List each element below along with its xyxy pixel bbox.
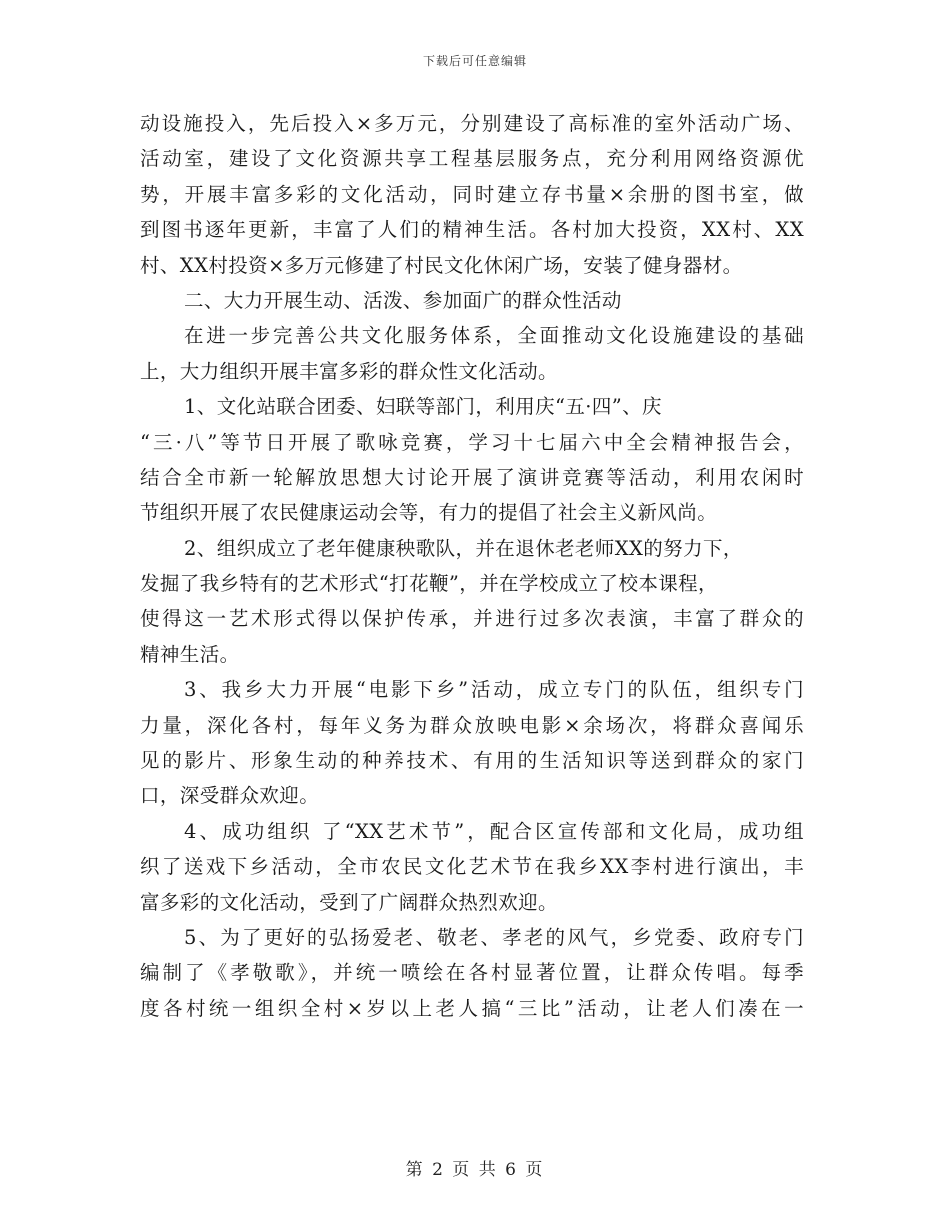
text-line: 5、为了更好的弘扬爱老、敬老、孝老的风气，乡党委、政府专门: [184, 925, 804, 949]
text-line: 上，大力组织开展丰富多彩的群众性文化活动。: [140, 359, 558, 383]
text-line: 到图书逐年更新，丰富了人们的精神生活。各村加大投资，XX村、XX: [140, 218, 804, 242]
text-line: 富多彩的文化活动，受到了广阔群众热烈欢迎。: [140, 890, 558, 914]
text-line: 势，开展丰富多彩的文化活动，同时建立存书量×余册的图书室，做: [140, 182, 804, 206]
text-line: 二、大力开展生动、活泼、参加面广的群众性活动: [184, 288, 622, 312]
text-line: 2、组织成立了老年健康秧歌队，并在退休老老师XX的努力下，: [184, 536, 743, 560]
text-line: 度各村统一组织全村×岁以上老人搞“三比”活动，让老人们凑在一: [140, 996, 804, 1020]
body-text: [140, 106, 804, 1026]
text-line: 口，深受群众欢迎。: [140, 784, 320, 808]
text-line: 4、成功组织 了“XX艺术节”，配合区宣传部和文化局，成功组: [184, 819, 804, 843]
page-footer: 第 2 页 共 6 页: [405, 1160, 545, 1180]
text-line: “三·八”等节日开展了歌咏竞赛，学习十七届六中全会精神报告会，: [140, 430, 804, 454]
text-line: 3、我乡大力开展“电影下乡”活动，成立专门的队伍，组织专门: [184, 678, 804, 702]
text-line: 村、XX村投资×多万元修建了村民文化休闲广场，安装了健身器材。: [140, 253, 743, 277]
text-line: 见的影片、形象生动的种养技术、有用的生活知识等送到群众的家门: [140, 749, 804, 773]
text-line: 编制了《孝敬歌》，并统一喷绘在各村显著位置，让群众传唱。每季: [140, 961, 804, 985]
text-line: 发掘了我乡特有的艺术形式“打花鞭”，并在学校成立了校本课程，: [140, 572, 718, 596]
text-line: 织了送戏下乡活动，全市农民文化艺术节在我乡XX李村进行演出，丰: [140, 855, 804, 879]
text-line: 1、文化站联合团委、妇联等部门，利用庆“五·四”、庆: [184, 395, 662, 419]
text-line: 动设施投入，先后投入×多万元，分别建设了高标准的室外活动广场、: [140, 112, 804, 135]
text-line: 活动室，建设了文化资源共享工程基层服务点，充分利用网络资源优: [140, 147, 804, 171]
text-line: 在进一步完善公共文化服务体系，全面推动文化设施建设的基础: [184, 324, 804, 348]
text-line: 节组织开展了农民健康运动会等，有力的提倡了社会主义新风尚。: [140, 501, 718, 525]
text-line: 精神生活。: [140, 642, 240, 666]
header-note: 下载后可任意编辑: [422, 54, 527, 68]
text-line: 结合全市新一轮解放思想大讨论开展了演讲竞赛等活动，利用农闲时: [140, 465, 804, 489]
text-line: 力量，深化各村，每年义务为群众放映电影×余场次，将群众喜闻乐: [140, 713, 804, 737]
text-line: 使得这一艺术形式得以保护传承，并进行过多次表演，丰富了群众的: [140, 607, 804, 631]
